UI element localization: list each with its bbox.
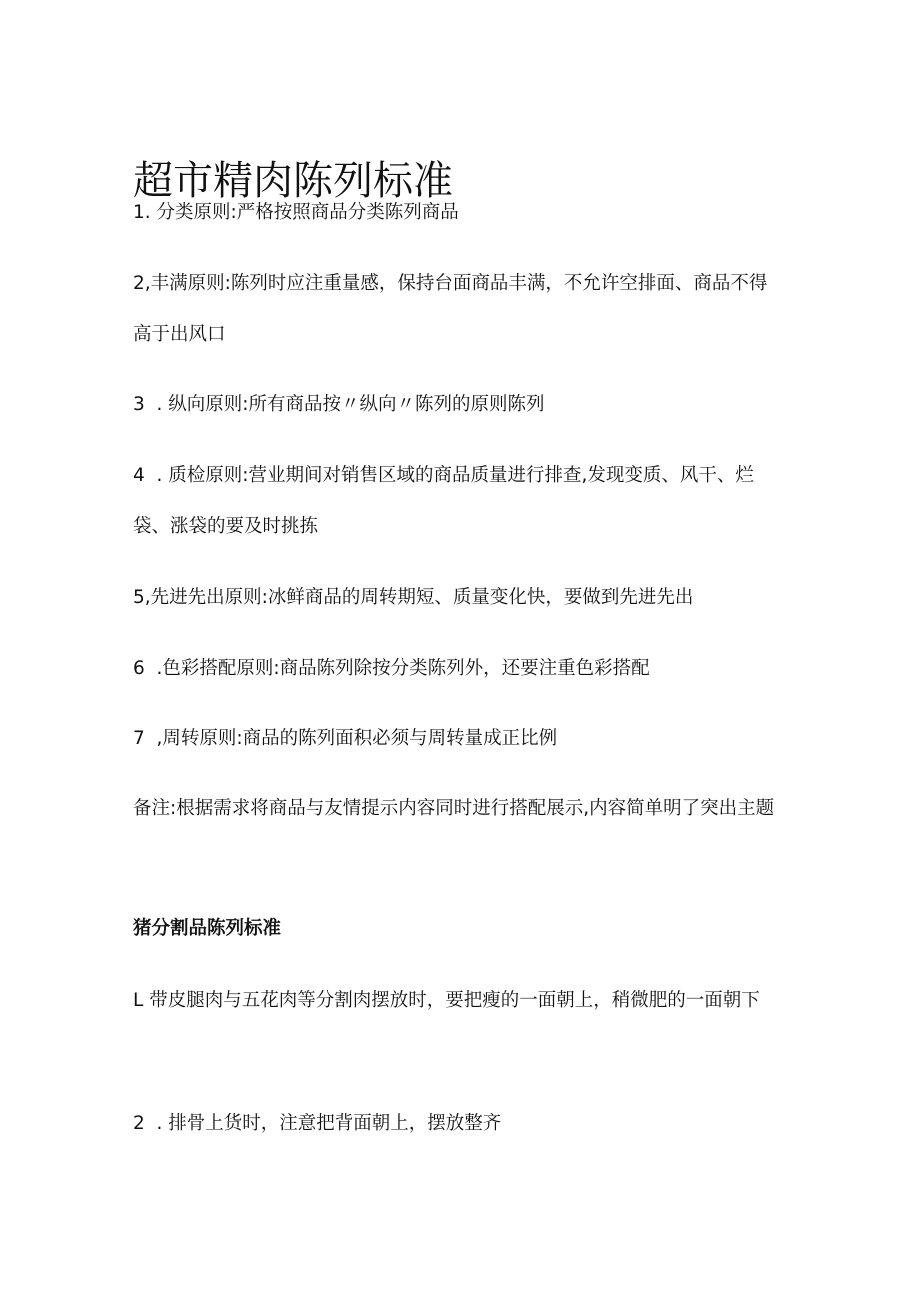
- section-heading-pork: 猪分割品陈列标准: [133, 918, 282, 939]
- paragraph-color-matching: 6 .色彩搭配原则:商品陈列除按分类陈列外，还要注重色彩搭配: [133, 658, 650, 679]
- paragraph-turnover: 7 ,周转原则:商品的陈列面积必须与周转量成正比例: [133, 728, 558, 749]
- paragraph-quality-check: 4 . 质检原则:营业期间对销售区域的商品质量进行排查,发现变质、风干、烂袋、涨袋的要及时挑拣: [133, 465, 754, 537]
- paragraph-first-in-first-out: 5,先进先出原则:冰鲜商品的周转期短、质量变化快，要做到先进先出: [133, 587, 694, 608]
- paragraph-classification: 1. 分类原则:严格按照商品分类陈列商品: [133, 202, 459, 223]
- document-title: 超市精肉陈列标准: [133, 157, 453, 204]
- paragraph-vertical: 3 . 纵向原则:所有商品按〃纵向〃陈列的原则陈列: [133, 394, 545, 415]
- paragraph-remarks: 备注:根据需求将商品与友情提示内容同时进行搭配展示,内容简单明了突出主题: [133, 798, 775, 819]
- paragraph-pork-cuts: L 带皮腿肉与五花肉等分割肉摆放时，要把瘦的一面朝上，稍微肥的一面朝下: [133, 990, 760, 1011]
- paragraph-ribs: 2 . 排骨上货时，注意把背面朝上，摆放整齐: [133, 1113, 502, 1134]
- paragraph-fullness: 2,丰满原则:陈列时应注重量感，保持台面商品丰满，不允许空排面、商品不得高于出风口: [133, 273, 768, 345]
